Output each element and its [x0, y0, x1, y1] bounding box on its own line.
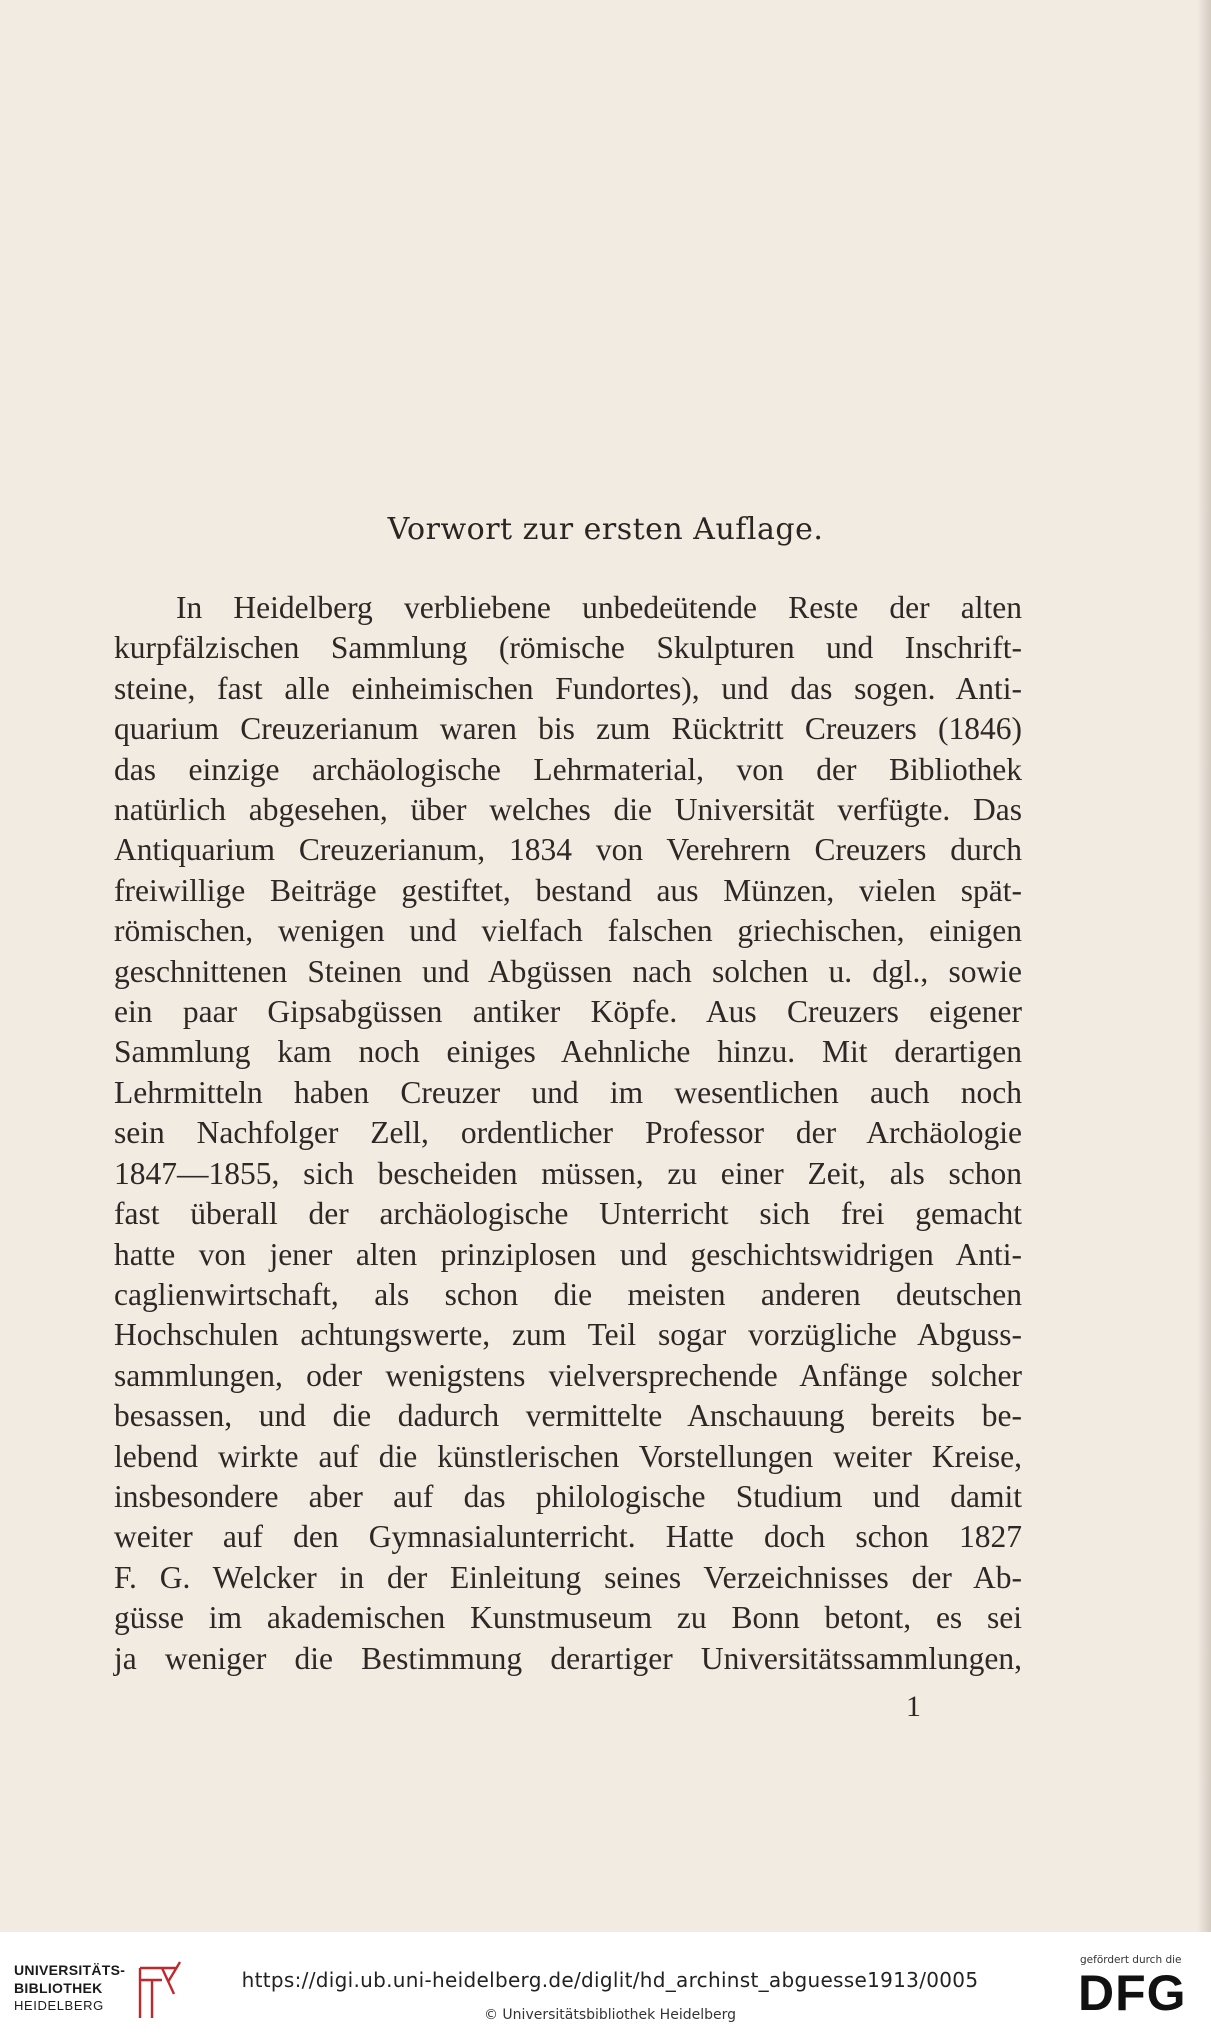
text-line: fast überall der archäologische Unterricht sich frei gemacht — [114, 1196, 1022, 1232]
text-line: geschnittenen Steinen und Abgüssen nach solchen u. dgl., sowie — [114, 953, 1022, 989]
text-line: sammlungen, oder wenigstens vielversprechende Anfänge solcher — [114, 1357, 1022, 1393]
text-line: Antiquarium Creuzerianum, 1834 von Verehrern Creuzers durch — [114, 832, 1022, 868]
text-line: weiter auf den Gymnasialunterricht. Hatte doch schon 1827 — [114, 1519, 1022, 1555]
text-line: ein paar Gipsabgüssen antiker Köpfe. Aus Creuzers eigener — [114, 994, 1022, 1030]
text-line: quarium Creuzerianum waren bis zum Rücktritt Creuzers (1846) — [114, 711, 1022, 747]
text-line: steine, fast alle einheimischen Fundortes), und das sogen. Anti- — [114, 670, 1022, 706]
text-line: Hochschulen achtungswerte, zum Teil sogar vorzügliche Abguss- — [114, 1317, 1022, 1353]
source-url-link[interactable]: https://digi.ub.uni-heidelberg.de/diglit/hd_archinst_abguesse1913/0005 — [241, 1968, 979, 1992]
page-heading: Vorwort zur ersten Auflage. — [387, 512, 824, 547]
text-line: natürlich abgesehen, über welches die Universität verfügte. Das — [114, 792, 1022, 828]
library-name-line3: HEIDELBERG — [14, 1998, 104, 2013]
library-name-line1: UNIVERSITÄTS- — [14, 1962, 126, 1978]
library-name-line2: BIBLIOTHEK — [14, 1980, 103, 1996]
copyright-notice: © Universitätsbibliothek Heidelberg — [483, 2007, 736, 2023]
text-line: sein Nachfolger Zell, ordentlicher Professor der Archäologie — [114, 1115, 1022, 1151]
text-line: caglienwirtschaft, als schon die meisten anderen deutschen — [114, 1276, 1022, 1312]
library-logo[interactable] — [14, 1960, 174, 2030]
text-line: das einzige archäologische Lehrmaterial, von der Bibliothek — [114, 751, 1022, 787]
body-text — [114, 588, 1022, 1679]
footer-bar — [0, 1932, 1211, 2042]
text-line: lebend wirkte auf die künstlerischen Vorstellungen weiter Kreise, — [114, 1438, 1022, 1474]
text-line: römischen, wenigen und vielfach falschen griechischen, einigen — [114, 913, 1022, 949]
dfg-caption: gefördert durch die — [1080, 1954, 1182, 1966]
text-line: In Heidelberg verbliebene unbedeütende Reste der alten — [176, 590, 1022, 625]
text-line: Lehrmitteln haben Creuzer und im wesentlichen auch noch — [114, 1074, 1022, 1110]
text-line: insbesondere aber auf das philologische Studium und damit — [114, 1478, 1022, 1514]
text-line: Sammlung kam noch einiges Aehnliche hinzu. Mit derartigen — [114, 1034, 1022, 1070]
page-number: 1 — [906, 1690, 921, 1723]
text-line: güsse im akademischen Kunstmuseum zu Bonn betont, es sei — [114, 1600, 1022, 1636]
dfg-wordmark: DFG — [1078, 1965, 1187, 2021]
dfg-logo[interactable] — [1068, 1954, 1200, 2034]
text-line: ja weniger die Bestimmung derartiger Universitätssammlungen, — [114, 1640, 1022, 1676]
text-line: F. G. Welcker in der Einleitung seines Verzeichnisses der Ab- — [114, 1559, 1022, 1595]
text-line: freiwillige Beiträge gestiftet, bestand aus Münzen, vielen spät- — [114, 872, 1022, 908]
text-line: 1847—1855, sich bescheiden müssen, zu einer Zeit, als schon — [114, 1155, 1022, 1191]
text-line: kurpfälzischen Sammlung (römische Skulpturen und Inschrift- — [114, 630, 1022, 666]
text-line: hatte von jener alten prinziplosen und geschichtswidrigen Anti- — [114, 1236, 1022, 1272]
text-line: besassen, und die dadurch vermittelte Anschauung bereits be- — [114, 1398, 1022, 1434]
library-mark-icon — [132, 1960, 182, 2022]
